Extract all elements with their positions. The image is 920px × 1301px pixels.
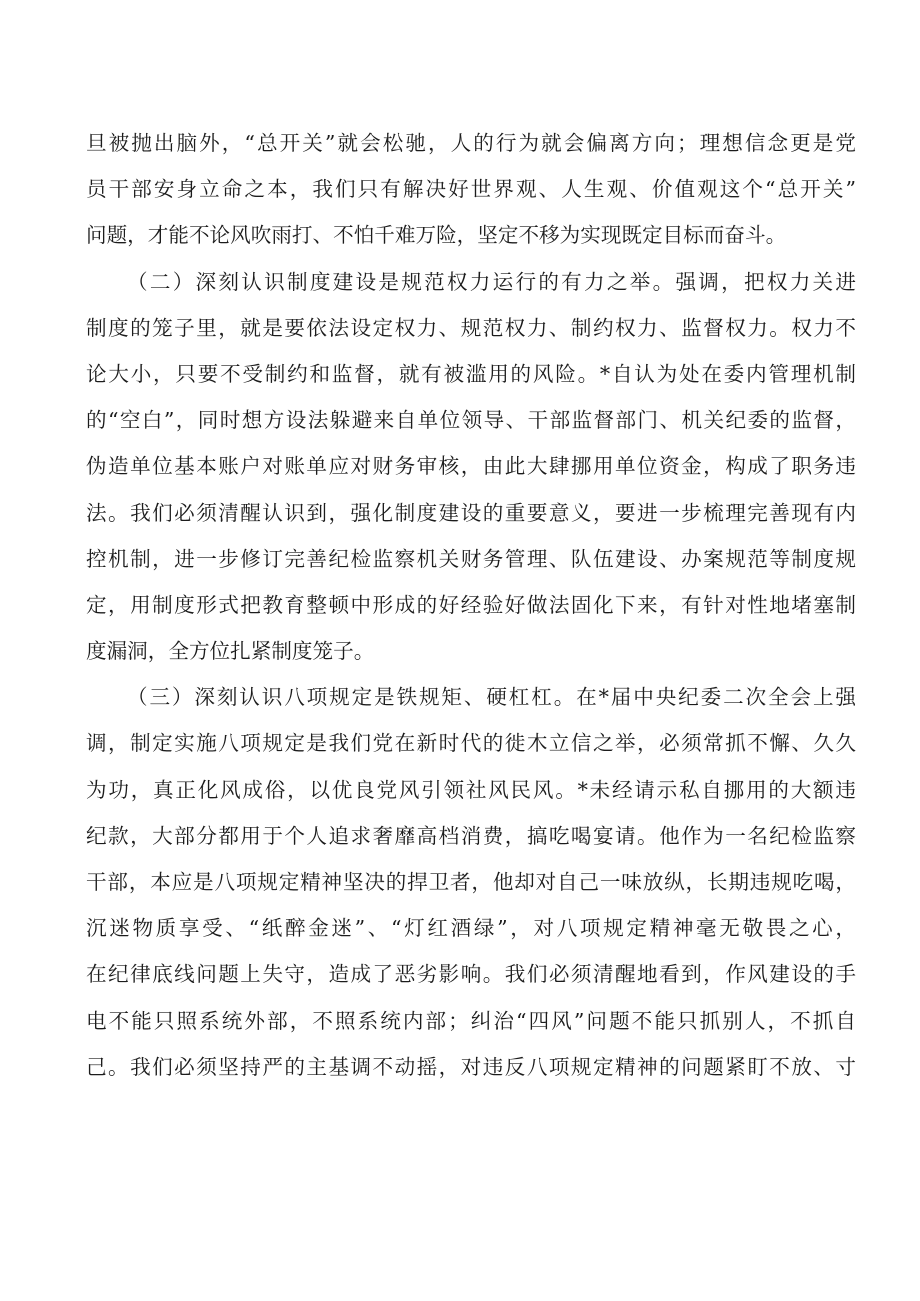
- text-line: 度漏洞，全方位扎紧制度笼子。: [86, 639, 375, 664]
- text-line: 旦被抛出脑外，“总开关”就会松驰，人的行为就会偏离方向；理想信念更是党: [86, 131, 856, 155]
- text-line: 己。我们必须坚持严的主基调不动摇，对违反八项规定精神的问题紧盯不放、寸: [86, 1054, 856, 1079]
- text-line: 沉迷物质享受、“纸醉金迷”、“灯红酒绿”，对八项规定精神毫无敬畏之心，: [86, 916, 856, 941]
- text-line: 员干部安身立命之本，我们只有解决好世界观、人生观、价值观这个“总开关”: [86, 177, 856, 202]
- text-line: 电不能只照系统外部，不照系统内部；纠治“四风”问题不能只抓别人，不抓自: [86, 1008, 856, 1033]
- text-line: 问题，才能不论风吹雨打、不怕千难万险，坚定不移为实现既定目标而奋斗。: [86, 223, 787, 248]
- paragraph-continuation: [86, 120, 856, 259]
- text-line: 定，用制度形式把教育整顿中形成的好经验好做法固化下来，有针对性地堵塞制: [86, 592, 856, 617]
- text-line: 为功，真正化风成俗，以优良党风引领社风民风。*未经请示私自挪用的大额违: [86, 777, 856, 802]
- text-line: 纪款，大部分都用于个人追求奢靡高档消费，搞吃喝宴请。他作为一名纪检监察: [86, 823, 856, 848]
- text-line: 干部，本应是八项规定精神坚决的捍卫者，他却对自己一味放纵，长期违规吃喝，: [86, 870, 856, 894]
- text-line: （二）深刻认识制度建设是规范权力运行的有力之举。强调，把权力关进: [127, 269, 856, 294]
- text-line: （三）深刻认识八项规定是铁规矩、硬杠杠。在*届中央纪委二次全会上强: [127, 685, 856, 710]
- text-line: 伪造单位基本账户对账单应对财务审核，由此大肆挪用单位资金，构成了职务违: [86, 454, 856, 479]
- paragraph-section-3: [86, 674, 856, 1090]
- text-line: 法。我们必须清醒认识到，强化制度建设的重要意义，要进一步梳理完善现有内: [86, 500, 856, 525]
- text-line: 在纪律底线问题上失守，造成了恶劣影响。我们必须清醒地看到，作风建设的手: [86, 962, 856, 987]
- text-line: 制度的笼子里，就是要依法设定权力、规范权力、制约权力、监督权力。权力不: [86, 315, 856, 340]
- paragraph-section-2: [86, 259, 856, 675]
- text-line: 控机制，进一步修订完善纪检监察机关财务管理、队伍建设、办案规范等制度规: [86, 546, 856, 571]
- document-body: [86, 120, 856, 1090]
- text-line: 的“空白”，同时想方设法躲避来自单位领导、干部监督部门、机关纪委的监督，: [86, 408, 856, 433]
- text-line: 论大小，只要不受制约和监督，就有被滥用的风险。*自认为处在委内管理机制: [86, 361, 856, 386]
- text-line: 调，制定实施八项规定是我们党在新时代的徙木立信之举，必须常抓不懈、久久: [86, 731, 856, 756]
